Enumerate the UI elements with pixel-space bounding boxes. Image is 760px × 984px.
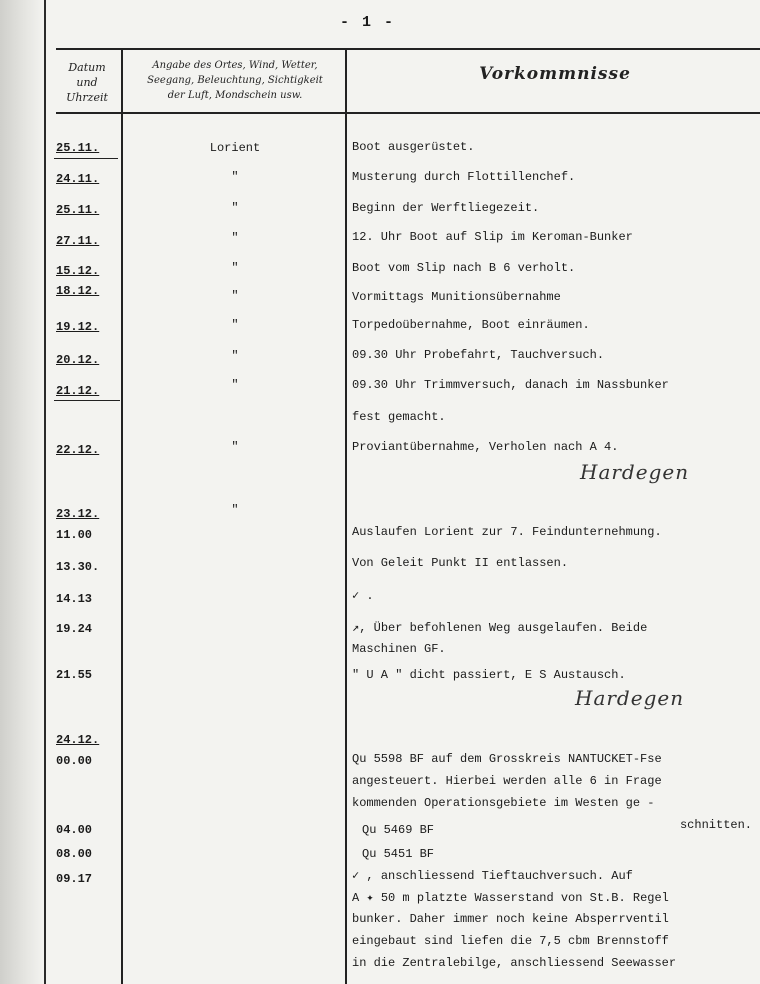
row-entry: fest gemacht. [352,410,446,424]
row-date: 04.00 [56,823,93,837]
row-entry: angesteuert. Hierbei werden alle 6 in Frage [352,774,662,788]
row-entry: Qu 5598 BF auf dem Grosskreis NANTUCKET-Fse [352,752,662,766]
row-location: " [231,318,239,332]
header-datum [56,60,118,105]
row-date: 21.55 [56,668,93,682]
row-location: " [231,349,239,363]
row-date: 27.11. [56,234,100,248]
row-entry: ↗, Über befohlenen Weg ausgelaufen. Beide [352,621,648,635]
row-date: 08.00 [56,847,93,861]
row-entry: " U A " dicht passiert, E S Austausch. [352,668,626,682]
row-date: 00.00 [56,754,93,768]
row-entry: eingebaut sind liefen die 7,5 cbm Brennstoff [352,934,669,948]
signature: Hardegen [575,686,685,710]
column-rule-2 [345,48,347,984]
header-datum-line: Datum [68,61,106,74]
row-location: " [231,289,239,303]
row-date: 14.13 [56,592,93,606]
row-entry: Maschinen GF. [352,642,446,656]
row-entry: Torpedoübernahme, Boot einräumen. [352,318,590,332]
row-entry: Qu 5469 BF [362,823,435,837]
row-entry: Vormittags Munitionsübernahme [352,290,561,304]
row-date: 19.24 [56,622,93,636]
row-date: 18.12. [56,284,100,298]
row-entry: Von Geleit Punkt II entlassen. [352,556,569,570]
row-location: " [231,440,239,454]
row-location: " [231,378,239,392]
header-ort-line: Angabe des Ortes, Wind, Wetter, [152,60,318,71]
row-entry: in die Zentralebilge, anschliessend Seewasser [352,956,677,970]
header-datum-line: Uhrzeit [66,91,108,104]
row-entry: kommenden Operationsgebiete im Westen ge - [352,796,655,810]
row-entry: A ✦ 50 m platzte Wasserstand von St.B. Regel [352,891,669,905]
row-location: " [231,231,239,245]
row-entry-continuation: schnitten. [679,818,752,832]
date-underline [54,400,120,401]
row-entry: Musterung durch Flottillenchef. [352,170,576,184]
row-date: 11.00 [56,528,93,542]
row-location: " [231,503,239,517]
row-location: " [231,261,239,275]
row-date: 13.30. [56,560,100,574]
row-entry: 12. Uhr Boot auf Slip im Keroman-Bunker [352,230,633,244]
row-date: 25.11. [56,203,100,217]
header-datum-line: und [76,76,98,89]
row-date: 24.12. [56,733,100,747]
binding-shadow [0,0,44,984]
row-date: 23.12. [56,507,100,521]
row-date: 22.12. [56,443,100,457]
date-underline [54,158,118,159]
header-ort-line: Seegang, Beleuchtung, Sichtigkeit [147,75,323,86]
header-ort [125,58,345,103]
row-entry: Auslaufen Lorient zur 7. Feindunternehmung. [352,525,662,539]
row-location: " [231,170,239,184]
row-date: 09.17 [56,872,93,886]
row-entry: Boot vom Slip nach B 6 verholt. [352,261,576,275]
row-entry: ✓ . [352,589,374,603]
row-entry: ✓ , anschliessend Tieftauchversuch. Auf [352,869,633,883]
row-entry: Qu 5451 BF [362,847,435,861]
row-location: " [231,201,239,215]
page-number: - 1 - [340,14,396,31]
row-date: 15.12. [56,264,100,278]
row-entry: Beginn der Werftliegezeit. [352,201,540,215]
header-top-rule [56,48,760,50]
header-vorkommnisse: Vorkommnisse [479,64,631,84]
row-date: 19.12. [56,320,100,334]
row-date: 25.11. [56,141,100,155]
row-date: 20.12. [56,353,100,367]
row-entry: Proviantübernahme, Verholen nach A 4. [352,440,619,454]
signature: Hardegen [580,460,690,484]
margin-rule [44,0,46,984]
row-entry: 09.30 Uhr Probefahrt, Tauchversuch. [352,348,605,362]
header-ort-line: der Luft, Mondschein usw. [167,90,303,101]
row-date: 24.11. [56,172,100,186]
header-bottom-rule [56,112,760,114]
row-location: Lorient [209,141,261,155]
row-entry: 09.30 Uhr Trimmversuch, danach im Nassbunker [352,378,669,392]
row-entry: Boot ausgerüstet. [352,140,475,154]
row-date: 21.12. [56,384,100,398]
row-entry: bunker. Daher immer noch keine Absperrventil [352,912,669,926]
